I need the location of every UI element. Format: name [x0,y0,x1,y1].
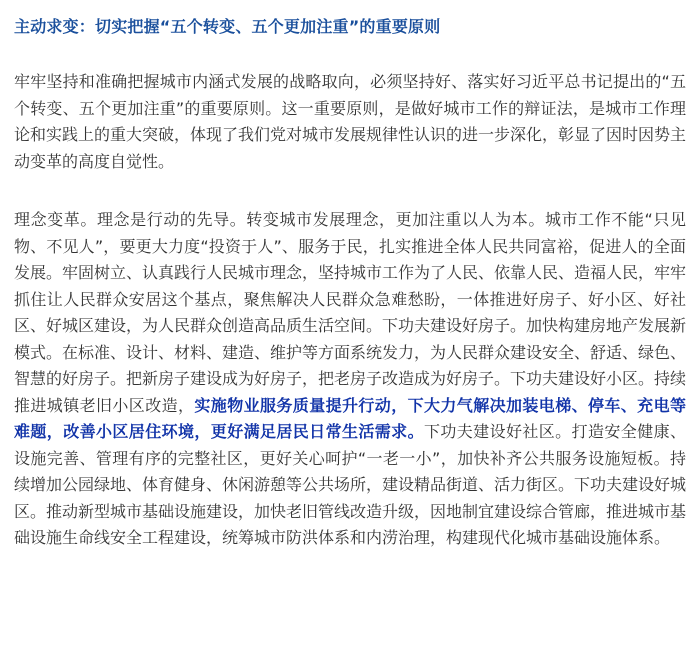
concept-reform-paragraph [14,207,686,552]
emphasized-text: 实施物业服务质量提升行动，下大力气解决加装电梯、停车、充电等难题，改善小区居住环境，更好满足居民日常生活需求。 [14,395,686,441]
paragraph-text-after: 下功夫建设好社区。打造安全健康、设施完善、管理有序的完整社区，更好关心呵护“一老一小”，加快补齐公共服务设施短板。持续增加公园绿地、体育健身、休闲游憩等公共场所，建设精品街道、活力街区。下功夫建设好城区。推动新型城市基础设施建设，加快老旧管线改造升级，因地制宜建设综合管廊，推进城市基础设施生命线安全工程建设，统筹城市防洪体系和内涝治理，构建现代化城市基础设施体系。 [14,422,687,547]
intro-paragraph: 牢牢坚持和准确把握城市内涵式发展的战略取向，必须坚持好、落实好习近平总书记提出的“五个转变、五个更加注重”的重要原则。这一重要原则，是做好城市工作的辩证法，是城市工作理论和实践上的重大突破，体现了我们党对城市发展规律性认识的进一步深化，彰显了因时因势主动变革的高度自觉性。 [14,72,687,171]
paragraph-text-before: 理念变革。理念是行动的先导。转变城市发展理念，更加注重以人为本。城市工作不能“只见物、不见人”，要更大力度“投资于人”、服务于民，扎实推进全体人民共同富裕，促进人的全面发展。牢固树立、认真践行人民城市理念，坚持城市工作为了人民、依靠人民、造福人民，牢牢抓住让人民群众安居这个基点，聚焦解决人民群众急难愁盼，一体推进好房子、好小区、好社区、好城区建设，为人民群众创造高品质生活空间。下功夫建设好房子。加快构建房地产发展新模式。在标准、设计、材料、建造、维护等方面系统发力，为人民群众建设安全、舒适、绿色、智慧的好房子。把新房子建设成为好房子，把老房子改造成为好房子。下功夫建设好小区。持续推进城镇老旧小区改造， [14,210,687,415]
section-heading: 主动求变：切实把握“五个转变、五个更加注重”的重要原则 [14,17,441,36]
article [14,14,686,552]
